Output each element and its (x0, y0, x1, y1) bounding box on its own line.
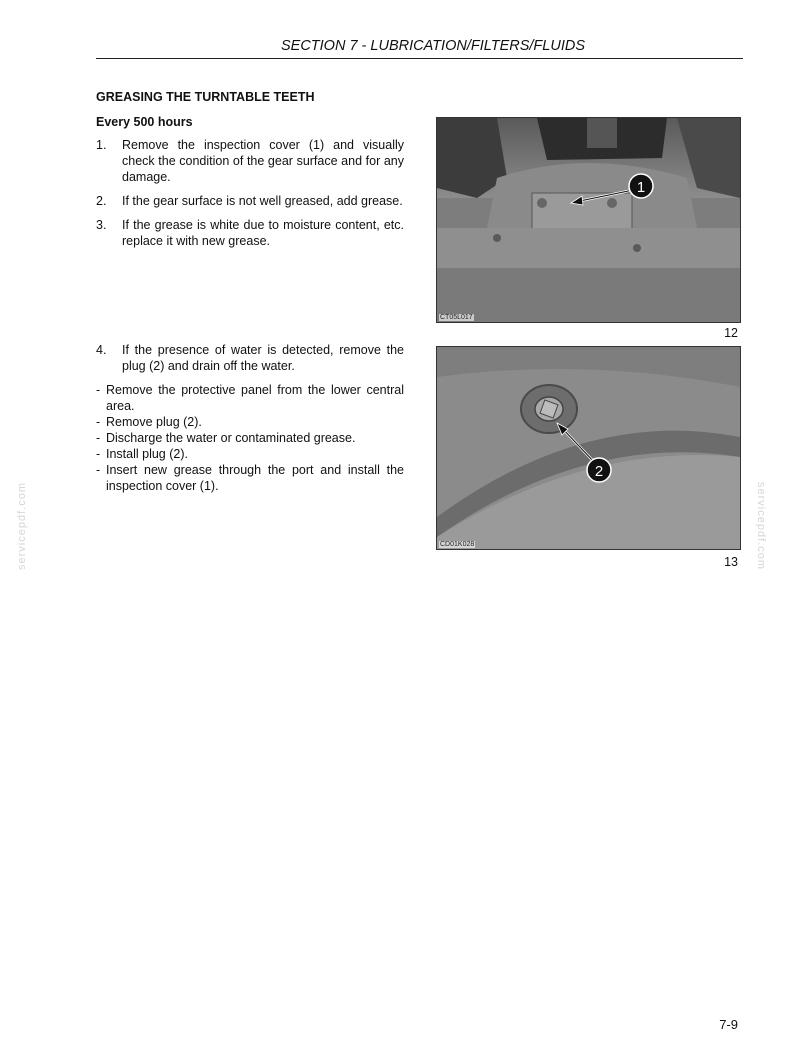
step-text: If the grease is white due to moisture content, etc. replace it with new grease. (122, 218, 404, 248)
step-number: 3. (96, 218, 107, 232)
step-text: If the presence of water is detected, remove the plug (2) and drain off the water. (122, 343, 404, 373)
photo-code: CT05L017 (440, 314, 473, 321)
photo-code: CD01K028 (440, 541, 475, 548)
callout-number: 1 (636, 179, 646, 196)
figure-photo-plug (436, 346, 741, 550)
procedure-heading: GREASING THE TURNTABLE TEETH (96, 90, 315, 104)
turntable-photo-illustration (437, 118, 740, 322)
step-number: 4. (96, 343, 107, 357)
step-number: 2. (96, 194, 107, 208)
substep-item: - Insert new grease through the port and install the inspection cover (1). (96, 463, 404, 493)
steps-list-bottom (96, 342, 404, 494)
step-item (96, 342, 404, 374)
section-title: SECTION 7 - LUBRICATION/FILTERS/FLUIDS (280, 38, 585, 54)
steps-list-top (96, 137, 404, 257)
substep-text: Discharge the water or contaminated grease. (106, 431, 356, 445)
substep-text: Remove the protective panel from the lower central area. (106, 383, 404, 413)
step-item (96, 137, 404, 185)
interval-subheading: Every 500 hours (96, 115, 193, 129)
step-text: Remove the inspection cover (1) and visually check the condition of the gear surface and for any damage. (122, 138, 404, 184)
substep-item: - Discharge the water or contaminated grease. (96, 431, 356, 445)
substep-item: - Install plug (2). (96, 447, 188, 461)
substep-item: - Remove plug (2). (96, 415, 202, 429)
page-header (96, 36, 743, 59)
plug-photo-illustration (437, 347, 740, 549)
step-item (96, 193, 404, 209)
page-number: 7-9 (719, 1017, 738, 1032)
substep-text: Install plug (2). (106, 447, 188, 461)
substep-text: Remove plug (2). (106, 415, 202, 429)
step-text: If the gear surface is not well greased, add grease. (122, 194, 403, 208)
watermark-left: servicepdf.com (15, 482, 28, 570)
substep-text: Insert new grease through the port and install the inspection cover (1). (106, 463, 404, 493)
watermark-right: servicepdf.com (754, 482, 767, 570)
figure-photo-turntable (436, 117, 741, 323)
figure-number: 13 (724, 555, 738, 569)
callout-number: 2 (594, 463, 604, 480)
step-number: 1. (96, 138, 107, 152)
figure-number: 12 (724, 326, 738, 340)
step-item (96, 217, 404, 249)
substep-item: - Remove the protective panel from the lower central area. (96, 383, 404, 413)
